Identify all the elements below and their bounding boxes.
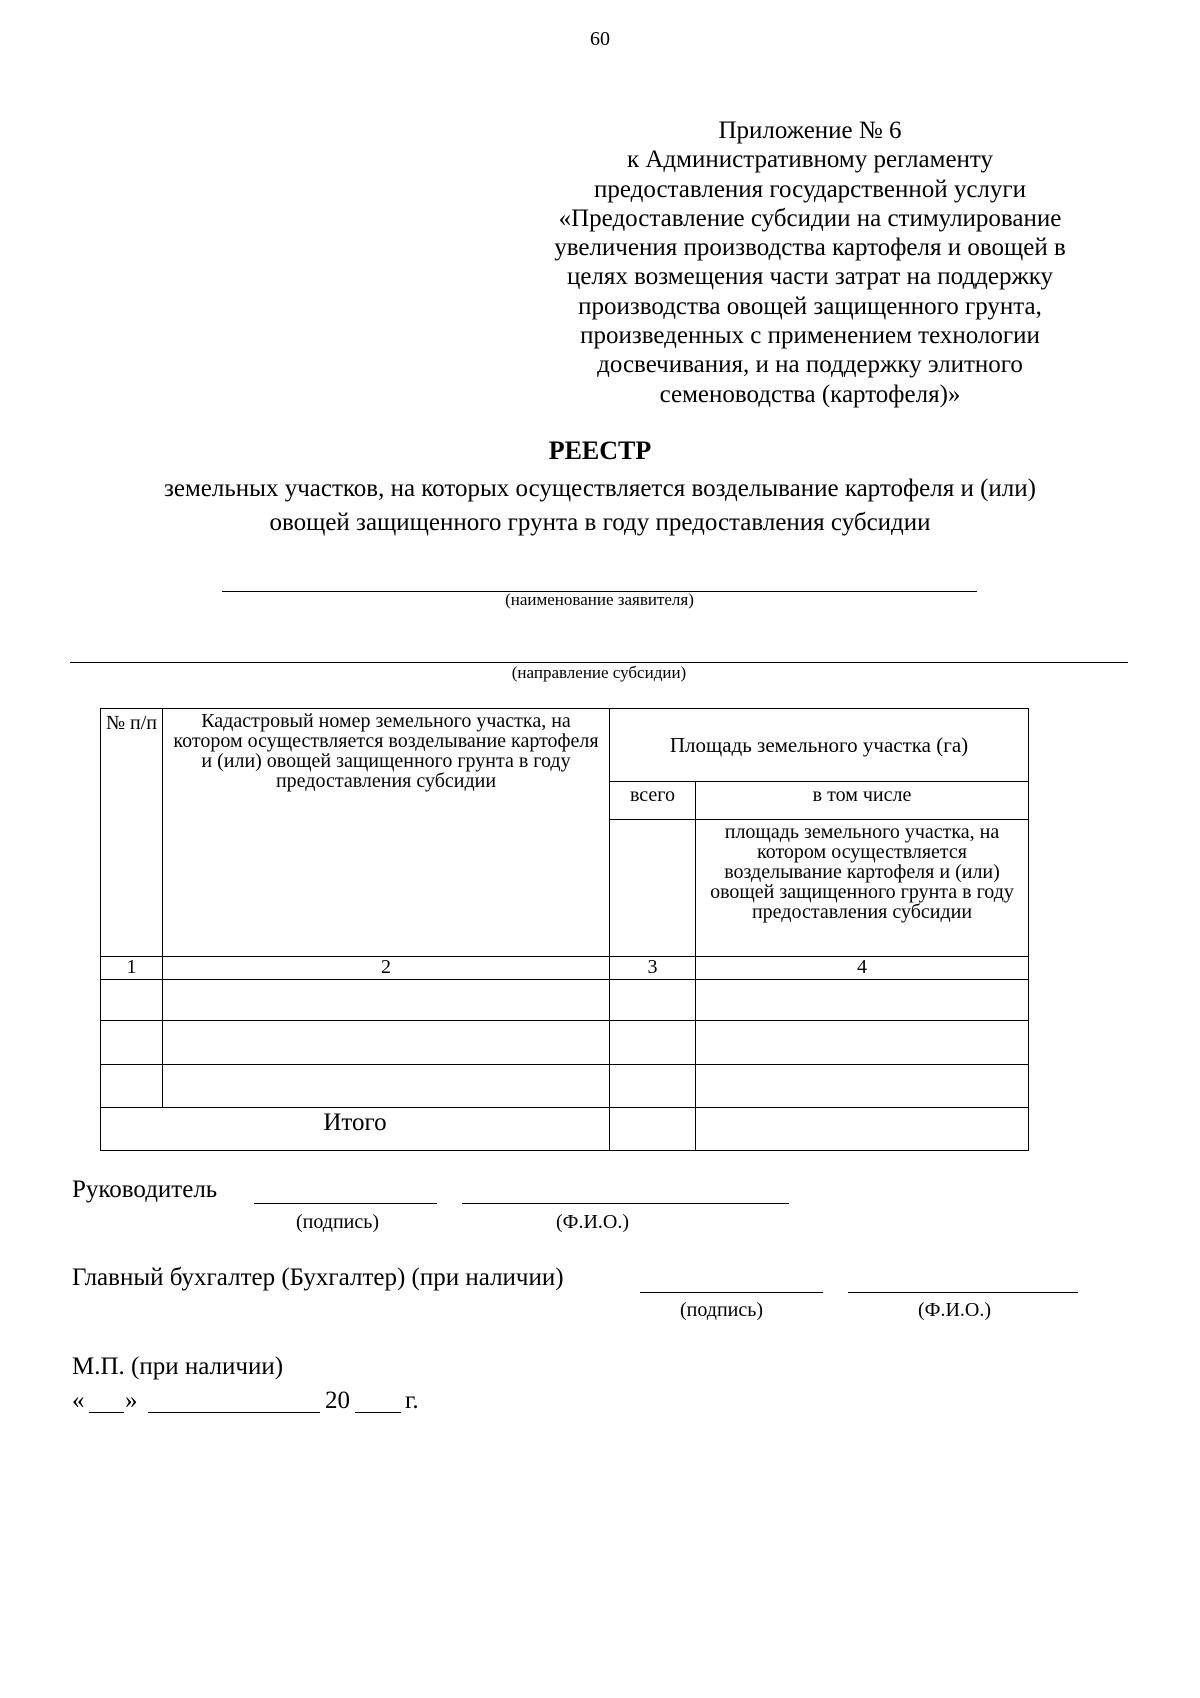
date-year-prefix: 20: [325, 1387, 350, 1414]
appendix-line: «Предоставление субсидии на стимулирование: [558, 204, 1062, 232]
appendix-line: Приложение № 6: [718, 117, 902, 144]
subtitle-line: овощей защищенного грунта в году предоставления субсидии: [269, 509, 931, 536]
table-cell: [696, 980, 1029, 1021]
table-cell: [101, 980, 163, 1021]
document-subtitle: [0, 472, 1200, 540]
table-cell: [696, 1065, 1029, 1108]
document-title: РЕЕСТР: [548, 436, 652, 465]
page-number: 60: [590, 28, 610, 50]
date-open-quote: «: [72, 1387, 85, 1414]
table-cell: [101, 1065, 163, 1108]
subtitle-line: земельных участков, на которых осуществляется возделывание картофеля и (или): [164, 475, 1036, 502]
table-cell: [696, 1021, 1029, 1065]
appendix-line: увеличения производства картофеля и овощей в: [554, 234, 1066, 262]
applicant-caption: (наименование заявителя): [505, 590, 694, 609]
total-row: [101, 1108, 1029, 1151]
accountant-fio-caption: (Ф.И.О.): [918, 1299, 992, 1321]
head-fio-caption: (Ф.И.О.): [556, 1211, 630, 1233]
date-month-line: [148, 1412, 320, 1413]
table-row: [101, 980, 1029, 1021]
table-cell: [101, 1021, 163, 1065]
date-close-quote: »: [125, 1387, 138, 1414]
table-cell: [610, 1065, 696, 1108]
total-label: Итого: [101, 1108, 610, 1151]
table-cell: [163, 1021, 610, 1065]
appendix-line: семеноводства (картофеля)»: [659, 380, 961, 408]
header-total: всего: [610, 782, 696, 820]
appendix-block: [500, 116, 1120, 409]
table-cell: [610, 1021, 696, 1065]
header-area: Площадь земельного участка (га): [610, 709, 1029, 782]
header-cultivation-area: площадь земельного участка, на котором осуществляется возделывание картофеля и (или) овощей защищенного грунта в году предоставления субсидии: [696, 820, 1029, 957]
head-signature-caption: (подпись): [296, 1211, 380, 1233]
header-cadastral-number: Кадастровый номер земельного участка, на котором осуществляется возделывание картофеля и (или) овощей защищенного грунта в году предоставления субсидии: [163, 709, 610, 957]
registry-table: [100, 708, 1029, 1151]
header-total-blank: [610, 820, 696, 957]
table-row: [101, 1065, 1029, 1108]
header-including: в том числе: [696, 782, 1029, 820]
table-cell: [163, 1065, 610, 1108]
total-cell: [696, 1108, 1029, 1151]
column-number: 2: [163, 957, 610, 980]
date-year-suffix: г.: [405, 1387, 419, 1414]
table-cell: [610, 980, 696, 1021]
table-cell: [163, 980, 610, 1021]
accountant-signature-caption: (подпись): [680, 1299, 764, 1321]
appendix-line: произведенных с применением технологии: [580, 322, 1040, 350]
appendix-line: предоставления государственной услуги: [593, 175, 1027, 203]
appendix-line: производства овощей защищенного грунта,: [578, 292, 1042, 320]
head-fio-line: [462, 1203, 789, 1204]
accountant-label: Главный бухгалтер (Бухгалтер) (при наличии): [72, 1264, 564, 1291]
column-number: 3: [610, 957, 696, 980]
date-year-line: [355, 1412, 401, 1413]
column-number: 1: [101, 957, 163, 980]
head-signature-line: [254, 1203, 437, 1204]
appendix-line: целях возмещения части затрат на поддержку: [566, 263, 1054, 291]
column-number: 4: [696, 957, 1029, 980]
total-cell: [610, 1108, 696, 1151]
stamp-label: М.П. (при наличии): [72, 1353, 284, 1380]
accountant-signature-line: [640, 1292, 823, 1293]
appendix-line: досвечивания, и на поддержку элитного: [597, 351, 1023, 379]
date-day-line: [89, 1412, 124, 1413]
appendix-line: к Административному регламенту: [626, 146, 994, 174]
header-number: № п/п: [101, 709, 163, 957]
direction-caption: (направление субсидии): [511, 663, 687, 682]
accountant-fio-line: [848, 1292, 1078, 1293]
table-row: [101, 1021, 1029, 1065]
head-label: Руководитель: [72, 1176, 218, 1203]
